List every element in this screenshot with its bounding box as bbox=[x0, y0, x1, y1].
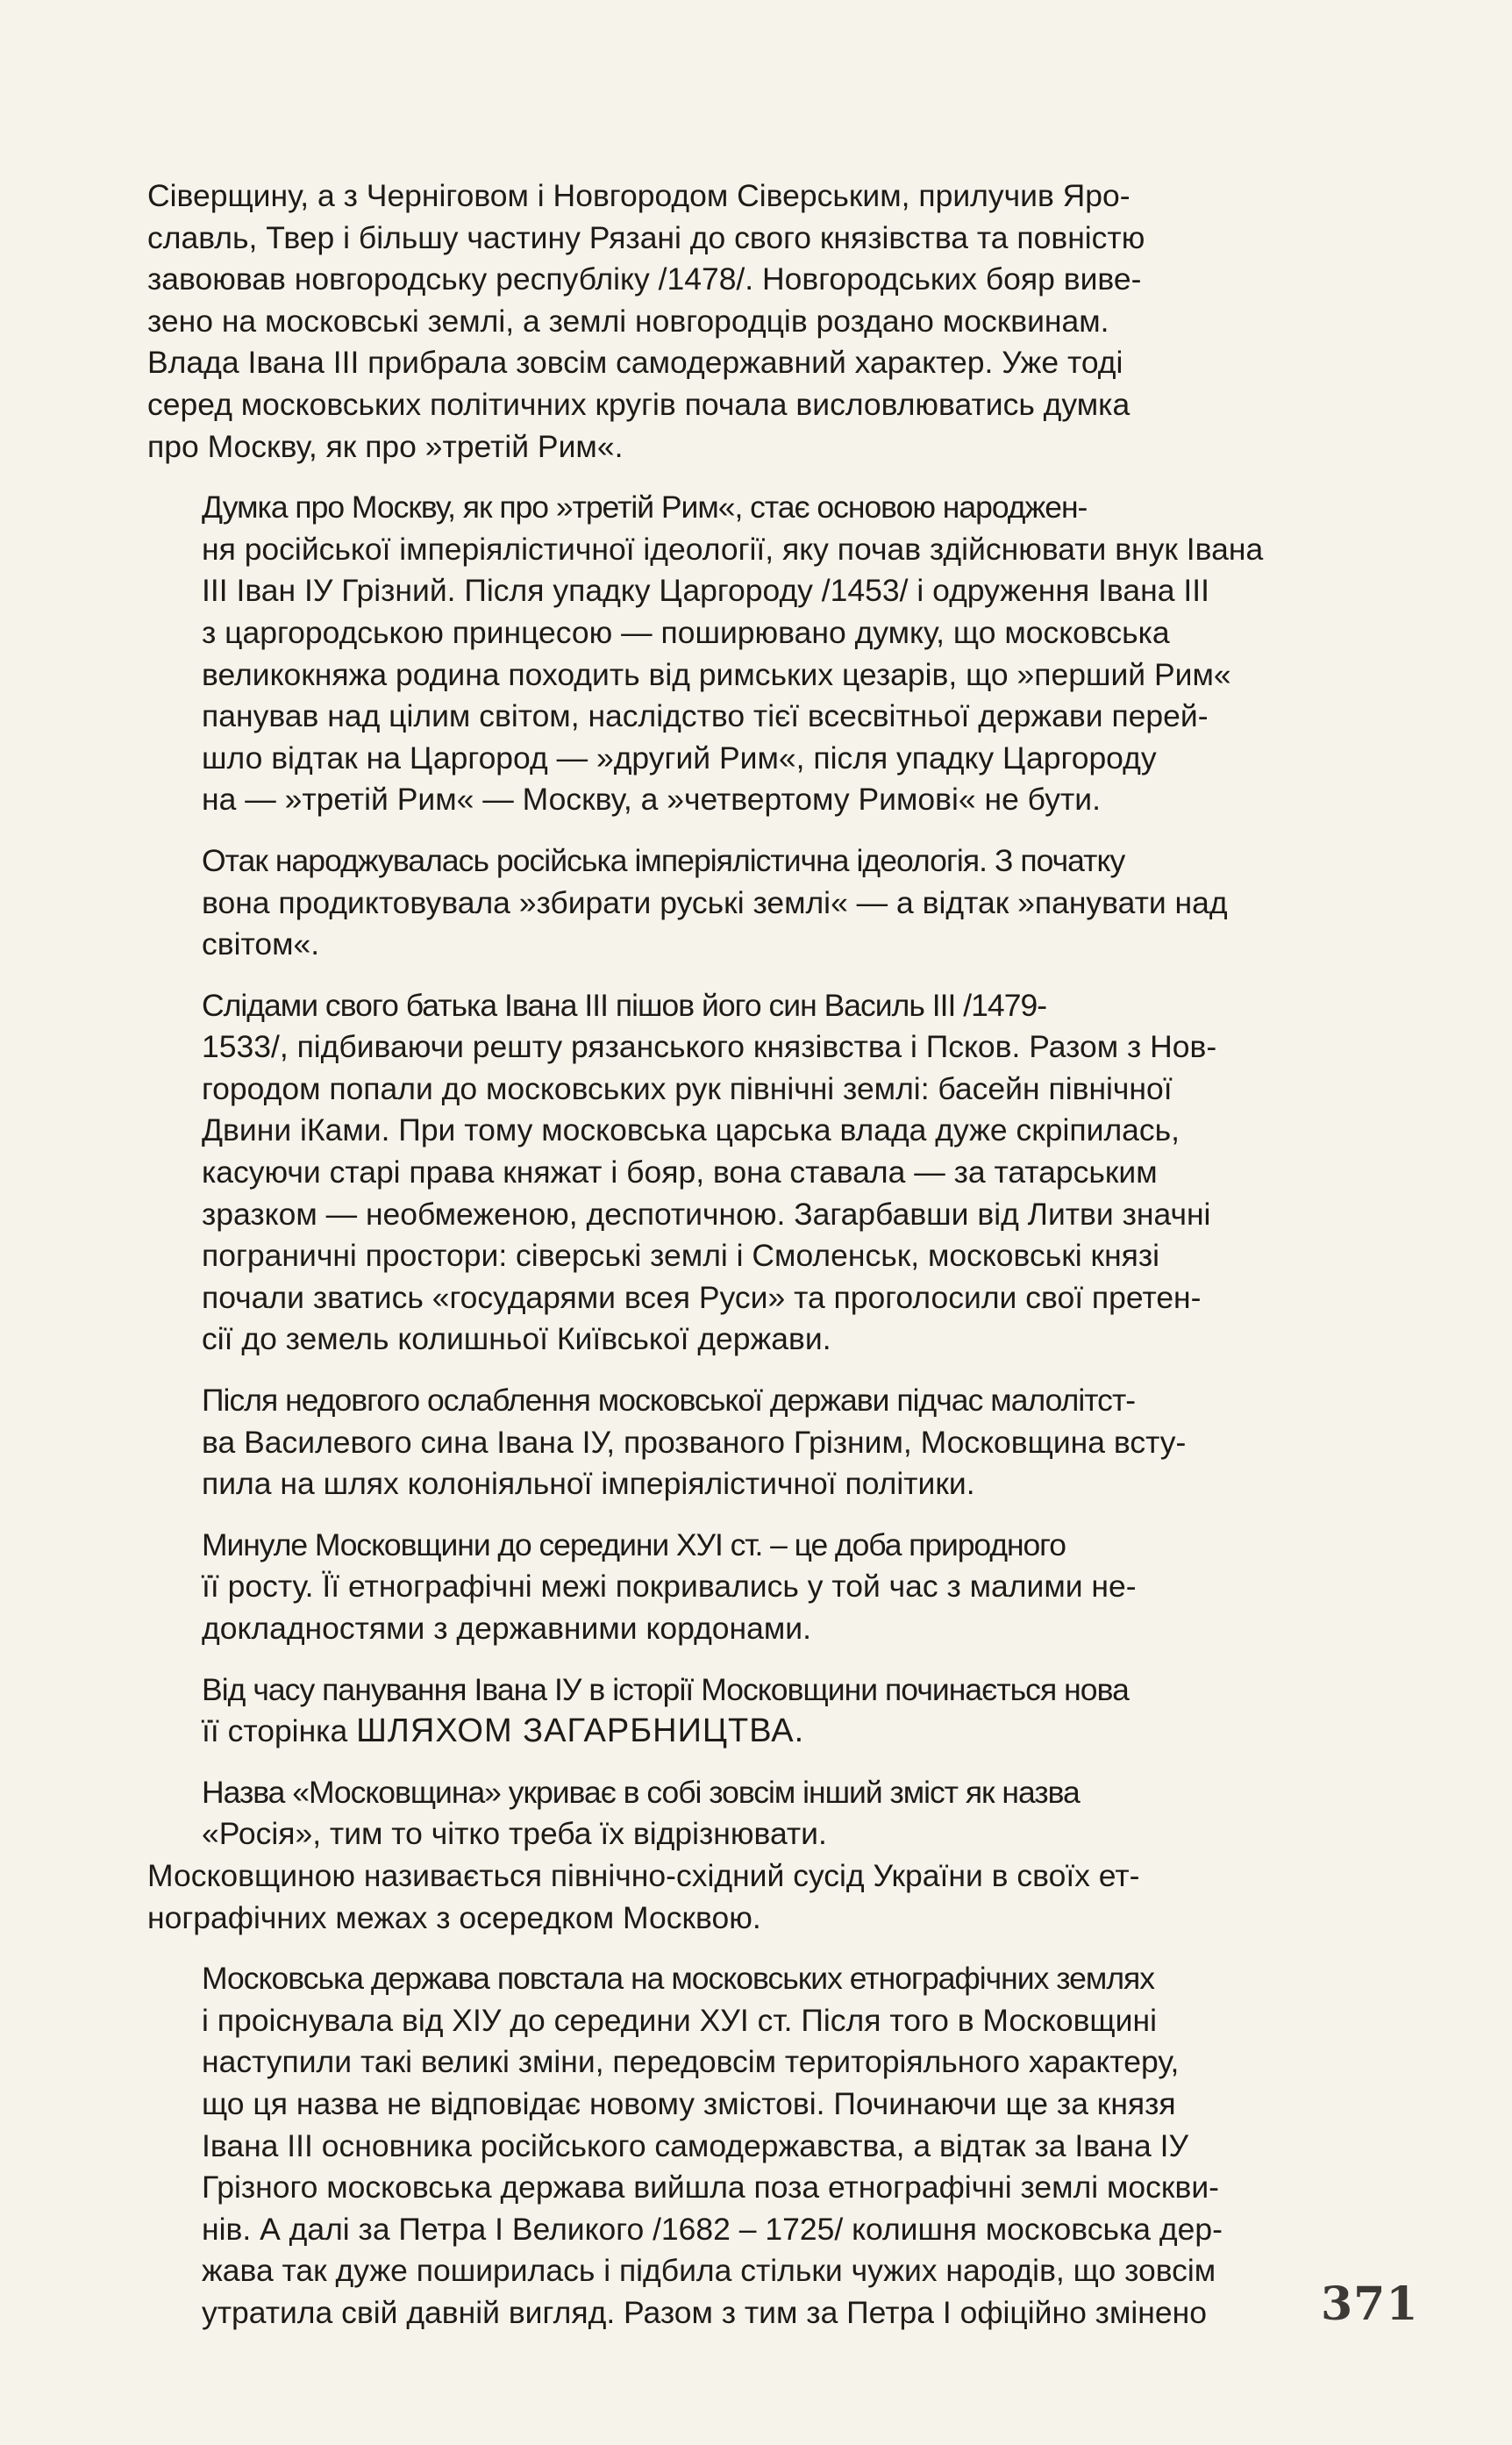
text-line: ня російської імперіялістичної ідеології, яку почав здійснювати внук Івана bbox=[202, 531, 1264, 567]
text-line: Минуле Московщини до середини ХУІ ст. – це доба природного bbox=[202, 1526, 1066, 1562]
text-line: касуючи старі права княжат і бояр, вона ставала — за татарським bbox=[202, 1155, 1158, 1190]
text-line: «Росія», тим то чітко треба їх відрізнювати. bbox=[202, 1816, 827, 1852]
text-line: ІІІ Іван ІУ Грізний. Після упадку Царгороду /1453/ і одруження Івана ІІІ bbox=[202, 573, 1209, 609]
paragraph bbox=[147, 1525, 1398, 1650]
text-line: пила на шлях колоніяльної імперіялістичної політики. bbox=[202, 1466, 975, 1502]
text-line: Думка про Москву, як про »третій Рим«, стає основою народжен- bbox=[202, 490, 1088, 525]
text-line: Московщиною називається північно-східний сусід України в своїх ет- bbox=[147, 1857, 1140, 1893]
text-line: Московська держава повстала на московських етнографічних землях bbox=[202, 1961, 1155, 1997]
text-line: вона продиктовувала »збирати руські землі« — а відтак »панувати над bbox=[202, 884, 1228, 920]
text-line: Влада Івана ІІІ прибрала зовсім самодержавний характер. Уже тоді bbox=[147, 345, 1123, 381]
text-line: наступили такі великі зміни, передовсім територіяльного характеру, bbox=[202, 2044, 1180, 2080]
text-line: серед московських політичних кругів почала висловлюватись думка bbox=[147, 386, 1130, 422]
text-line bbox=[147, 1711, 1398, 1753]
paragraph bbox=[147, 487, 1398, 821]
text-line: Двини іКами. При тому московська царська влада дуже скріпилась, bbox=[202, 1112, 1180, 1148]
text-line: що ця назва не відповідає новому змістові. Починаючи ще за князя bbox=[202, 2085, 1176, 2121]
paragraph bbox=[147, 1855, 1398, 1939]
text-line: на — »третій Рим« — Москву, а »четвертому Римові« не бути. bbox=[202, 782, 1101, 818]
text-line: Отак народжувалась російська імперіялістична ідеологія. З початку bbox=[202, 842, 1125, 878]
text-line: Слідами свого батька Івана ІІІ пішов його син Василь ІІІ /1479- bbox=[202, 987, 1047, 1023]
text-line: нів. А далі за Петра І Великого /1682 – 1725/ колишня московська дер- bbox=[202, 2211, 1223, 2247]
text-line: завоював новгородську республіку /1478/. Новгородських бояр виве- bbox=[147, 261, 1142, 297]
text-line: нографічних межах з осередком Москвою. bbox=[147, 1899, 761, 1935]
paragraph bbox=[147, 840, 1398, 966]
text-line: утратила свій давній вигляд. Разом з тим за Петра І офіційно змінено bbox=[202, 2294, 1207, 2330]
paragraph bbox=[147, 1669, 1398, 1753]
body-text bbox=[147, 175, 1398, 2354]
text-line: Назва «Московщина» укриває в собі зовсім інший зміст як назва bbox=[202, 1774, 1080, 1810]
text-line: шло відтак на Царгород — »другий Рим«, після упадку Царгороду bbox=[202, 740, 1157, 776]
text-fragment: її сторінка bbox=[202, 1713, 357, 1749]
paragraph bbox=[147, 1380, 1398, 1505]
text-line: зразком — необмеженою, деспотичною. Загарбавши від Литви значні bbox=[202, 1196, 1211, 1232]
text-line: великокняжа родина походить від римських цезарів, що »перший Рим« bbox=[202, 656, 1231, 692]
text-line: зено на московські землі, а землі новгородців роздано москвинам. bbox=[147, 303, 1109, 339]
text-line: сії до земель колишньої Київської держави. bbox=[202, 1321, 831, 1357]
text-line: панував над цілим світом, наслідство тієї всесвітньої держави перей- bbox=[202, 698, 1209, 734]
text-line: городом попали до московських рук північні землі: басейн північної bbox=[202, 1070, 1173, 1106]
text-line: світом«. bbox=[202, 926, 320, 962]
text-line: почали зватись «государями всея Руси» та проголосили свої претен- bbox=[202, 1279, 1202, 1315]
paragraph bbox=[147, 1772, 1398, 1855]
text-line: Після недовгого ослаблення московської держави підчас малолітст- bbox=[202, 1383, 1136, 1419]
text-line: її росту. Її етнографічні межі покривались у той час з малими не- bbox=[202, 1569, 1137, 1605]
page-number: 371 bbox=[1321, 2277, 1419, 2331]
text-line: славль, Твер і більшу частину Рязані до свого князівства та повністю bbox=[147, 219, 1145, 255]
paragraph bbox=[147, 1958, 1398, 2334]
text-line: з царгородською принцесою — поширювано думку, що московська bbox=[202, 614, 1170, 650]
text-line: Від часу панування Івана ІУ в історії Московщини починається нова bbox=[202, 1671, 1129, 1707]
emphasized-phrase: ШЛЯХОМ ЗАГАРБНИЦТВА. bbox=[356, 1712, 805, 1750]
text-line: докладностями з державними кордонами. bbox=[202, 1611, 811, 1646]
text-line: Грізного московська держава вийшла поза етнографічні землі москви- bbox=[202, 2170, 1219, 2206]
paragraph bbox=[147, 175, 1398, 468]
text-line: Івана ІІІ основника російського самодержавства, а відтак за Івана ІУ bbox=[202, 2127, 1189, 2163]
text-line: 1533/, підбиваючи решту рязанського князівства і Псков. Разом з Нов- bbox=[202, 1029, 1217, 1065]
text-line: і проіснувала від ХІУ до середини ХУІ ст. Після того в Московщині bbox=[202, 2002, 1157, 2038]
text-line: ва Василевого сина Івана ІУ, прозваного Грізним, Московщина всту- bbox=[202, 1424, 1187, 1460]
text-line: Сіверщину, а з Черніговом і Новгородом Сіверським, прилучив Яро- bbox=[147, 178, 1130, 213]
text-line: пограничні простори: сіверські землі і Смоленськ, московські князі bbox=[202, 1238, 1160, 1274]
paragraph bbox=[147, 985, 1398, 1361]
text-line: жава так дуже поширилась і підбила стільки чужих народів, що зовсім bbox=[202, 2253, 1216, 2289]
text-line: про Москву, як про »третій Рим«. bbox=[147, 428, 624, 464]
